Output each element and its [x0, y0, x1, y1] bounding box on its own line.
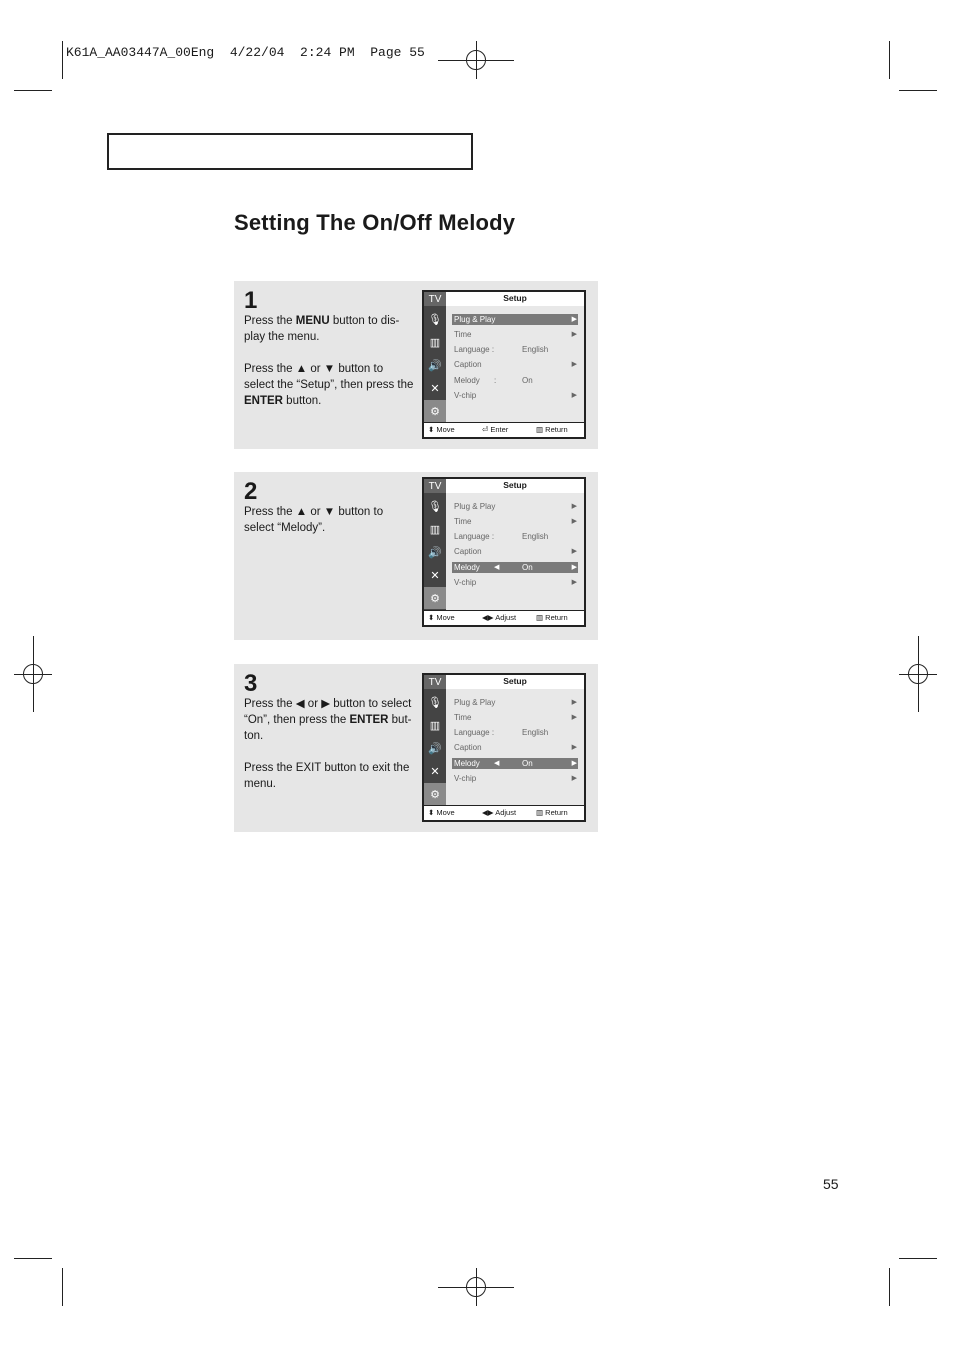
- adjust-icon: ◀▶: [482, 808, 496, 817]
- step-instructions: [244, 313, 416, 425]
- menu-item-label: V-chip: [454, 391, 477, 400]
- instruction-paragraph: [244, 361, 416, 409]
- menu-item[interactable]: [452, 329, 578, 340]
- menu-item[interactable]: [452, 390, 578, 401]
- right-arrow-icon: ▶: [571, 760, 577, 767]
- right-arrow-icon: ▶: [571, 579, 577, 586]
- right-arrow-icon: ▶: [571, 564, 577, 571]
- menu-sidebar: [424, 675, 446, 806]
- menu-item[interactable]: [452, 773, 578, 784]
- menu-item-label: Time: [454, 330, 472, 339]
- step-number: 3: [244, 670, 258, 697]
- menu-item-value: English: [522, 345, 549, 354]
- tv-icon: TV: [424, 675, 446, 689]
- menu-item[interactable]: [452, 742, 578, 753]
- footer-hint-adjust: [482, 611, 516, 624]
- menu-title: Setup: [446, 479, 584, 493]
- right-arrow-icon: ▶: [571, 775, 577, 782]
- footer-hint-label: Move: [436, 613, 455, 622]
- menu-item-value: On: [522, 563, 533, 572]
- menu-title: Setup: [446, 292, 584, 306]
- menu-item-label: Caption: [454, 547, 482, 556]
- footer-hint-label: Move: [436, 425, 455, 434]
- step-panel-3: [234, 664, 598, 832]
- instruction-text: button.: [282, 395, 322, 407]
- button-name: MENU: [295, 315, 330, 327]
- channel-antenna-icon: ✕: [430, 765, 440, 778]
- footer-hint-adjust: [482, 806, 516, 819]
- right-arrow-icon: ▶: [571, 392, 577, 399]
- instruction-paragraph: [244, 313, 416, 345]
- menu-item-label: Language :: [454, 728, 495, 737]
- menu-item-label: Melody: [454, 759, 480, 768]
- menu-item-label: Caption: [454, 743, 482, 752]
- page-title: Setting The On/Off Melody: [234, 210, 516, 235]
- instruction-text: but-ton.: [244, 714, 412, 742]
- menu-item-colon: :: [494, 376, 497, 385]
- return-icon: ▥: [536, 613, 546, 622]
- footer-hint-move: [428, 806, 455, 819]
- menu-item-label: Plug & Play: [454, 698, 496, 707]
- footer-hint-return: [536, 423, 568, 436]
- instruction-paragraph: [244, 760, 416, 792]
- speaker-icon: 🔊: [428, 359, 442, 372]
- menu-item[interactable]: [452, 697, 578, 708]
- menu-footer: [424, 422, 584, 437]
- menu-item[interactable]: [452, 501, 578, 512]
- menu-item[interactable]: [452, 375, 578, 386]
- return-icon: ▥: [536, 808, 546, 817]
- menu-item-label: Language :: [454, 345, 495, 354]
- footer-hint-label: Return: [545, 425, 568, 434]
- footer-hint-label: Enter: [490, 425, 509, 434]
- page-number: 55: [823, 1176, 839, 1192]
- sound-bars-icon: ▥: [429, 719, 441, 732]
- move-icon: ⬍: [428, 613, 437, 622]
- footer-hint-label: Adjust: [495, 808, 517, 817]
- footer-hint-label: Move: [436, 808, 455, 817]
- channel-antenna-icon: ✕: [430, 382, 440, 395]
- return-icon: ▥: [536, 425, 546, 434]
- right-arrow-icon: ▶: [571, 548, 577, 555]
- menu-item[interactable]: [452, 758, 578, 769]
- move-icon: ⬍: [428, 425, 437, 434]
- footer-hint-enter: [482, 423, 508, 436]
- menu-item-label: Time: [454, 713, 472, 722]
- picture-icon: 🎙: [428, 313, 442, 326]
- menu-item-label: Plug & Play: [454, 502, 496, 511]
- menu-item[interactable]: [452, 516, 578, 527]
- footer-hint-label: Adjust: [495, 613, 517, 622]
- menu-footer: [424, 610, 584, 625]
- speaker-icon: 🔊: [428, 546, 442, 559]
- sound-bars-icon: ▥: [429, 336, 441, 349]
- tv-menu-screen: [422, 673, 586, 822]
- step-number: 2: [244, 478, 258, 505]
- menu-list: [446, 689, 584, 806]
- menu-item-value: English: [522, 728, 549, 737]
- instruction-text: Press the: [244, 315, 296, 327]
- menu-item[interactable]: [452, 546, 578, 557]
- print-slug: K61A_AA03447A_00Eng 4/22/04 2:24 PM Page 55: [66, 45, 425, 60]
- right-arrow-icon: ▶: [571, 503, 577, 510]
- setup-icon: ⚙: [424, 587, 446, 609]
- menu-item[interactable]: [452, 577, 578, 588]
- right-arrow-icon: ▶: [571, 331, 577, 338]
- menu-item-label: Melody: [454, 376, 480, 385]
- enter-icon: ⏎: [482, 425, 491, 434]
- menu-item-label: Language :: [454, 532, 495, 541]
- menu-item[interactable]: [452, 712, 578, 723]
- instruction-text: button to dis-play the menu.: [244, 315, 400, 343]
- channel-antenna-icon: ✕: [430, 569, 440, 582]
- instruction-text: Press the ▲ or ▼ button to select the “Setup”, then press the: [244, 363, 414, 391]
- menu-item-value: On: [522, 376, 533, 385]
- menu-item-value: English: [522, 532, 549, 541]
- menu-item[interactable]: [452, 727, 578, 738]
- step-instructions: [244, 504, 416, 552]
- footer-hint-move: [428, 423, 455, 436]
- right-arrow-icon: ▶: [571, 699, 577, 706]
- step-panel-1: [234, 281, 598, 449]
- footer-hint-return: [536, 611, 568, 624]
- section-header-box: [107, 133, 473, 170]
- right-arrow-icon: ▶: [571, 714, 577, 721]
- tv-icon: TV: [424, 292, 446, 306]
- adjust-icon: ◀▶: [482, 613, 496, 622]
- menu-footer: [424, 805, 584, 820]
- menu-item-label: Plug & Play: [454, 315, 496, 324]
- menu-item-label: V-chip: [454, 774, 477, 783]
- menu-item[interactable]: [452, 531, 578, 542]
- menu-item-label: V-chip: [454, 578, 477, 587]
- button-name: ENTER: [349, 714, 389, 726]
- move-icon: ⬍: [428, 808, 437, 817]
- menu-item-label: Time: [454, 517, 472, 526]
- instruction-paragraph: [244, 696, 416, 744]
- step-panel-2: [234, 472, 598, 640]
- footer-hint-label: Return: [545, 808, 568, 817]
- right-arrow-icon: ▶: [571, 744, 577, 751]
- menu-list: [446, 493, 584, 611]
- menu-item-label: Melody: [454, 563, 480, 572]
- speaker-icon: 🔊: [428, 742, 442, 755]
- step-instructions: [244, 696, 416, 808]
- footer-hint-move: [428, 611, 455, 624]
- tv-icon: TV: [424, 479, 446, 493]
- right-arrow-icon: ▶: [571, 316, 577, 323]
- menu-item-value: On: [522, 759, 533, 768]
- right-arrow-icon: ▶: [571, 361, 577, 368]
- footer-hint-label: Return: [545, 613, 568, 622]
- picture-icon: 🎙: [428, 696, 442, 709]
- footer-hint-return: [536, 806, 568, 819]
- instruction-text: Press the ◀ or ▶ button to select “On”, then press the: [244, 698, 412, 726]
- menu-item[interactable]: [452, 359, 578, 370]
- left-arrow-icon: ◀: [494, 760, 500, 767]
- instruction-paragraph: [244, 504, 416, 536]
- setup-icon: ⚙: [424, 400, 446, 422]
- sound-bars-icon: ▥: [429, 523, 441, 536]
- instruction-text: Press the ▲ or ▼ button to select “Melody”.: [244, 506, 384, 534]
- menu-list: [446, 306, 584, 423]
- menu-item[interactable]: [452, 344, 578, 355]
- tv-menu-screen: [422, 290, 586, 439]
- menu-sidebar: [424, 292, 446, 423]
- left-arrow-icon: ◀: [494, 564, 500, 571]
- button-name: ENTER: [244, 395, 283, 407]
- right-arrow-icon: ▶: [571, 518, 577, 525]
- picture-icon: 🎙: [428, 500, 442, 513]
- menu-sidebar: [424, 479, 446, 611]
- tv-menu-screen: [422, 477, 586, 627]
- instruction-text: Press the EXIT button to exit the menu.: [244, 762, 410, 790]
- menu-item[interactable]: [452, 314, 578, 325]
- menu-item-label: Caption: [454, 360, 482, 369]
- menu-title: Setup: [446, 675, 584, 689]
- setup-icon: ⚙: [424, 783, 446, 805]
- menu-item[interactable]: [452, 562, 578, 573]
- step-number: 1: [244, 287, 258, 314]
